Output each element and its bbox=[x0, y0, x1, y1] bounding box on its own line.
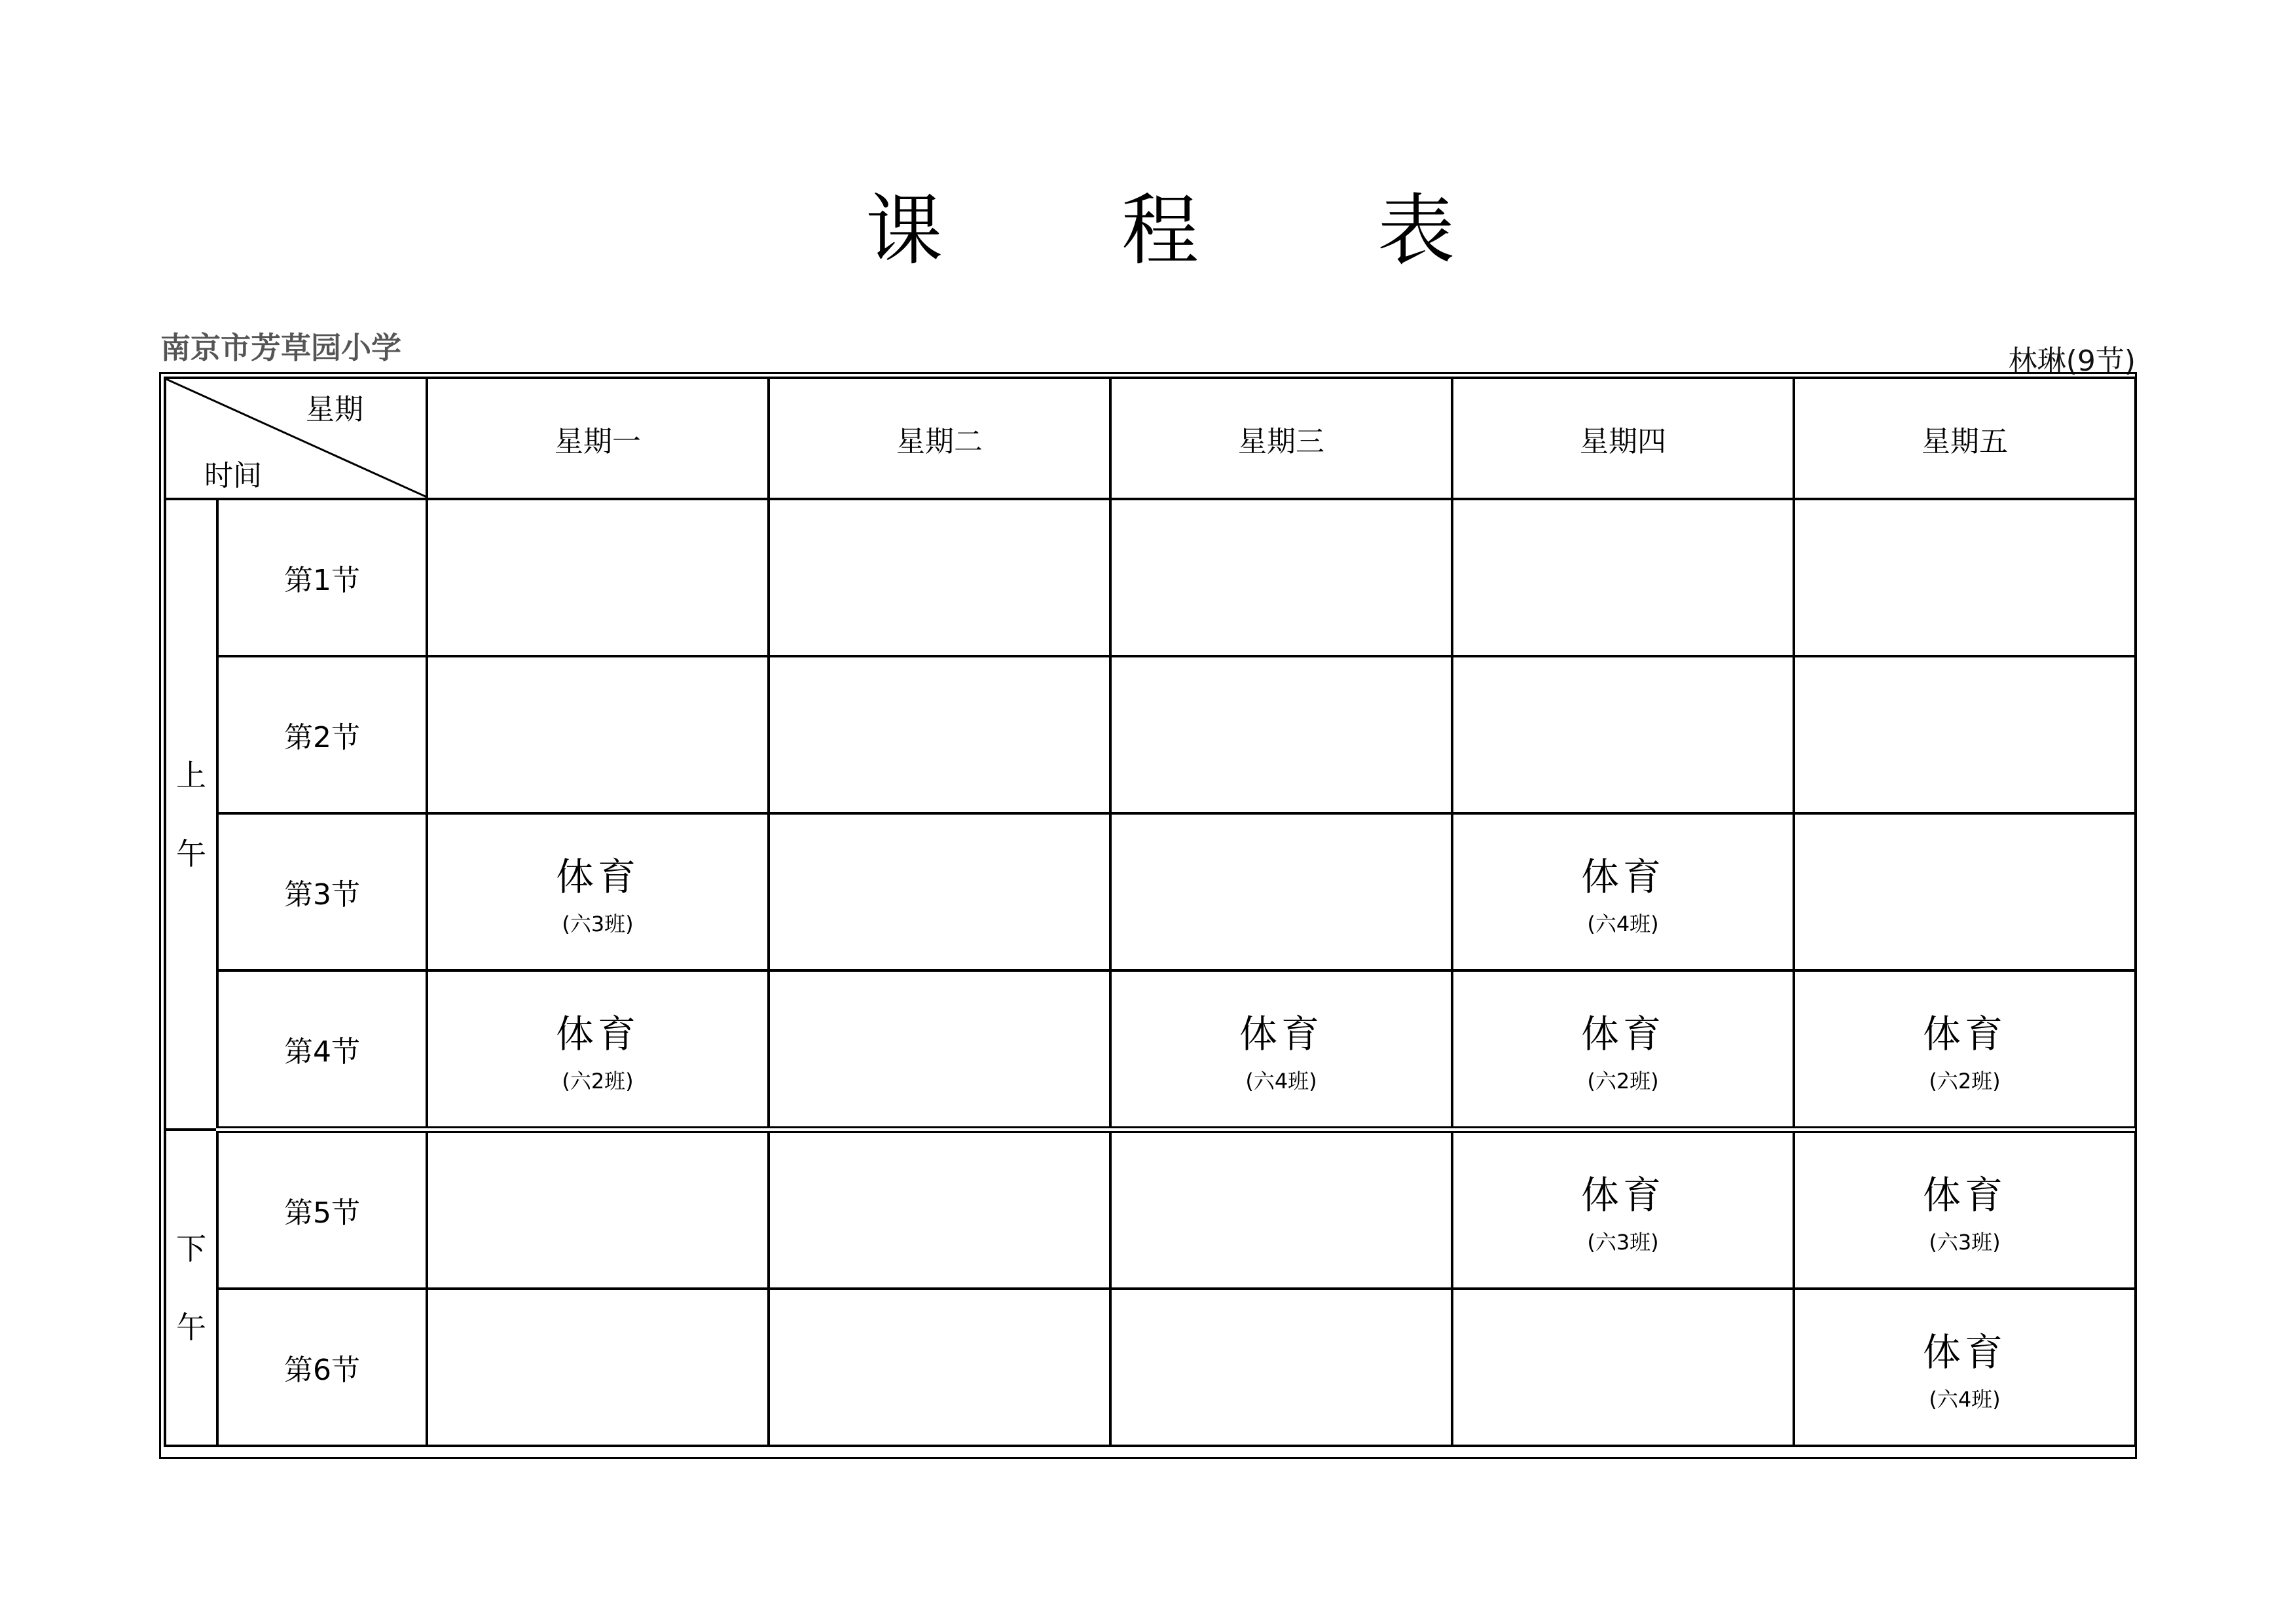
schedule-cell-tue bbox=[769, 813, 1110, 970]
period-label: 第6节 bbox=[217, 1289, 427, 1446]
timetable bbox=[164, 377, 2137, 1447]
schedule-cell-mon bbox=[427, 1289, 769, 1446]
schedule-cell-tue bbox=[769, 970, 1110, 1130]
subject-name: 体育 bbox=[1922, 1173, 2007, 1217]
schedule-cell-thu bbox=[1452, 970, 1794, 1130]
schedule-cell-thu bbox=[1452, 656, 1794, 813]
schedule-cell-mon bbox=[427, 813, 769, 970]
schedule-cell-fri bbox=[1794, 970, 2136, 1130]
afternoon-char: 下 bbox=[176, 1230, 206, 1266]
title-char-3: 表 bbox=[1377, 185, 1455, 276]
afternoon-label bbox=[165, 1130, 217, 1446]
subject-name: 体育 bbox=[1239, 1012, 1323, 1056]
schedule-cell-fri bbox=[1794, 813, 2136, 970]
day-header-wed: 星期三 bbox=[1110, 378, 1452, 499]
class-name: (六4班) bbox=[1245, 1069, 1317, 1094]
schedule-cell-mon bbox=[427, 656, 769, 813]
header-row bbox=[165, 378, 2136, 499]
title-char-1: 课 bbox=[866, 185, 943, 276]
subject-name: 体育 bbox=[1922, 1330, 2007, 1375]
schedule-cell-fri bbox=[1794, 499, 2136, 656]
morning-char: 午 bbox=[176, 836, 206, 872]
subject-name: 体育 bbox=[555, 1012, 640, 1056]
page-title bbox=[866, 172, 1455, 276]
subject-name: 体育 bbox=[1580, 1173, 1665, 1217]
corner-cell bbox=[165, 378, 427, 499]
schedule-cell-wed bbox=[1110, 813, 1452, 970]
day-header-tue: 星期二 bbox=[769, 378, 1110, 499]
class-name: (六2班) bbox=[562, 1069, 634, 1094]
period-row bbox=[165, 813, 2136, 970]
schedule-cell-wed bbox=[1110, 499, 1452, 656]
day-header-mon: 星期一 bbox=[427, 378, 769, 499]
schedule-cell-tue bbox=[769, 1289, 1110, 1446]
schedule-cell-tue bbox=[769, 1130, 1110, 1289]
day-header-thu: 星期四 bbox=[1452, 378, 1794, 499]
class-name: (六4班) bbox=[1587, 912, 1659, 936]
subject-name: 体育 bbox=[555, 855, 640, 899]
period-label: 第1节 bbox=[217, 499, 427, 656]
period-row bbox=[165, 1130, 2136, 1289]
period-label: 第3节 bbox=[217, 813, 427, 970]
subject-name: 体育 bbox=[1580, 1012, 1665, 1056]
schedule-cell-thu bbox=[1452, 499, 1794, 656]
title-char-2: 程 bbox=[1121, 185, 1199, 276]
morning-char: 上 bbox=[176, 757, 206, 793]
class-name: (六3班) bbox=[1929, 1230, 2001, 1255]
schedule-cell-fri bbox=[1794, 1289, 2136, 1446]
schedule-cell-thu bbox=[1452, 1130, 1794, 1289]
corner-day-label: 星期 bbox=[306, 393, 363, 426]
day-header-fri: 星期五 bbox=[1794, 378, 2136, 499]
schedule-cell-mon bbox=[427, 970, 769, 1130]
period-label: 第5节 bbox=[217, 1130, 427, 1289]
class-name: (六2班) bbox=[1587, 1069, 1659, 1094]
class-name: (六4班) bbox=[1929, 1387, 2001, 1412]
schedule-cell-wed bbox=[1110, 970, 1452, 1130]
teacher-name: 林琳(9节) bbox=[2008, 344, 2136, 378]
schedule-cell-wed bbox=[1110, 656, 1452, 813]
period-label: 第2节 bbox=[217, 656, 427, 813]
class-name: (六2班) bbox=[1929, 1069, 2001, 1094]
schedule-cell-fri bbox=[1794, 1130, 2136, 1289]
morning-label bbox=[165, 499, 217, 1130]
period-label: 第4节 bbox=[217, 970, 427, 1130]
period-row bbox=[165, 1289, 2136, 1446]
schedule-cell-tue bbox=[769, 656, 1110, 813]
period-row bbox=[165, 656, 2136, 813]
subject-name: 体育 bbox=[1922, 1012, 2007, 1056]
schedule-cell-mon bbox=[427, 1130, 769, 1289]
schedule-cell-thu bbox=[1452, 813, 1794, 970]
school-name: 南京市芳草园小学 bbox=[160, 330, 401, 365]
schedule-cell-tue bbox=[769, 499, 1110, 656]
class-name: (六3班) bbox=[1587, 1230, 1659, 1255]
schedule-cell-thu bbox=[1452, 1289, 1794, 1446]
afternoon-char: 午 bbox=[176, 1309, 206, 1345]
subject-name: 体育 bbox=[1580, 855, 1665, 899]
schedule-cell-wed bbox=[1110, 1289, 1452, 1446]
schedule-cell-wed bbox=[1110, 1130, 1452, 1289]
schedule-cell-mon bbox=[427, 499, 769, 656]
corner-time-label: 时间 bbox=[204, 459, 262, 492]
class-name: (六3班) bbox=[562, 912, 634, 936]
schedule-cell-fri bbox=[1794, 656, 2136, 813]
period-row bbox=[165, 970, 2136, 1130]
period-row bbox=[165, 499, 2136, 656]
